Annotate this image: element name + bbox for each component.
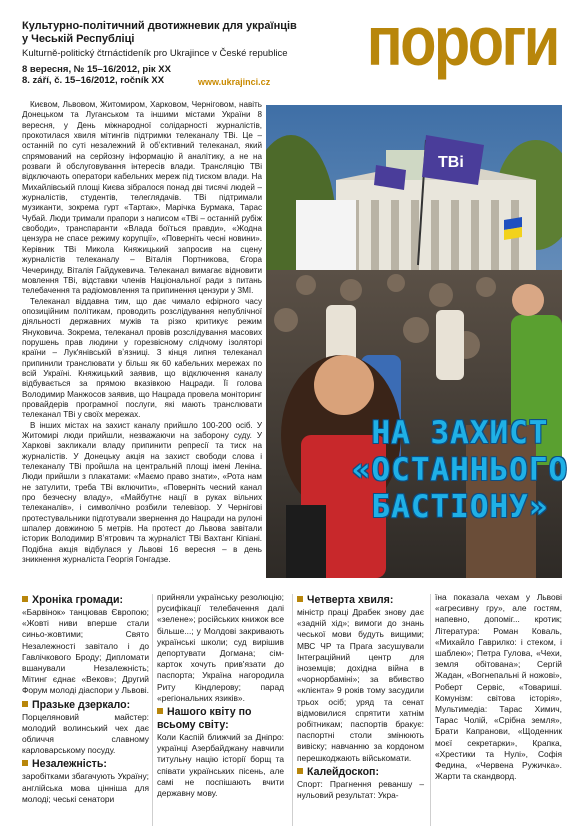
article-paragraph-2: Телеканал віддавна тим, що дає чимало ефірного часу опозиційним політикам, проводить розслідування непублічної діяльності державних мужів та різко критикує режим Януковича. Зокрема, телеканал провів розслідування масових порушень прав людини у горезвісному слідчому ізоляторі країни – Лук'янівській вʼязниці. З кінця липня телеканал припинили транслювати у більш як 60 кабельних мережах по всій Україні. Княжицький заявив, що відключення каналу відбувається за прямою вказівкою Нацради. Її голова Володимир Манжосов заявив, що Нацрада провела моніторинг провайдерів програмної послуги, які мають транслювати телеканал ТВі у своїх мережах. [22,296,262,420]
article-paragraph-3: В інших містах на захист каналу прийшло 100-200 осіб. У Житомирі люди прийшли, незважаючи на заборону суду. У Харкові закликали владу припинити репресії та тиск на журналістів. У Донецьку акція на захист свободи слова і телеканалу ТВі пройшла на центральній площі імені Леніна. Люди прийшли з плакатами: «Маємо право знати», «Рота нам не затулити, треба ТВі включити», «Поверніть чесний канал про безчесну владу», «Майбутнє нації в руках вільних телеканалів», і символічно розбили телевізор. У Чернігові протестувальники підготували звернення до Нацради на рулоні шпалер довжиною 5 метрів. На протест до Львова завітали історик Володимир Вʼятрович та журналіст ТВі Вахтанг Кіпіані. Подібна акція відбулася у Львові 16 вересня – в день зникнення журналіста Георгія Гонгадзе. [22,420,262,565]
section-text: їна показала чехам у Львові «агресивну гру», але гостям, напевно, допоміг... кротик; Література: Роман Коваль, «Михайло Гаврилко: і стеком, і шаблею»; Петра Гулова, «Чехи, земля обітована»; Сергій Жадан, «Вогнепальні й ножові», Роберт Сервіс, «Товариші. Комунізм: світова історія», Мультимедіа: Тарас Химич, Тарас Чолій, «Срібна земля», Брати Капранови, «Щоденник моєї секретарки», Крапка, «Хрестики та Нулі», Софія Федина, «Червена Ружичка». Жарти та скандворд. [435,592,562,782]
contents-section [22,592,562,832]
section-text: Спорт: Прагнення реваншу – нульовий результат: Укра- [297,778,424,801]
section-text: прийняли українську резолюцію; русифікації телебачення далі «зелене»; російських книжок все більше...; у Молдові закривають українські школи; суд вирішив депортувати Догмана; сім-карток хочуть прив'язати до паспорта; Україна нагородила Риту Кіндлерову; парад «регіональних язиків». [157,592,284,703]
subtitle-cz: Kulturně-politický čtrnáctideník pro Ukrajince v České republice [22,48,288,59]
section-text: «Барвінок» танцював Європою; «Жовті ниви вперше стали синьо-жовтими; Свято Незалежності завітало і до Гавлічкового Броду; Дипломати вшанували Незалежність; Мітинг єднає «Веков»; Другий Форум молоді діаспори у Львові. [22,607,149,696]
column-divider [292,594,293,826]
article-headline [350,415,570,526]
section-heading: Незалежність: [22,758,149,771]
subtitle-ua: Культурно-політичний двотижневик для українців у Чеській Республіці [22,20,297,45]
section-text: заробітками збагачують Україну; англійська мова цінніша для молоді; чеські сенатори [22,771,149,804]
section-heading: Нашого квіту по всьому світу: [157,706,284,732]
section-text: міністр праці Драбек знову дає «задній хід»; вимоги до знань чеської мови будуть вищими; МВС ЧР та Прага засушували Інтеграційний центр для іноземців; дохідна війна в «чорнорбаміні»; за вбивство «клієнта» 9 років тому засудили трьох осіб; уряд та сенат відмовилися спрятити хатнім робітникам; паспортів бракує: паспортні столи змінюють вивіску; навчанню за кордоном перешкоджають військомати. [297,607,424,763]
section-text: Коли Каспій ближчий за Дніпро: українці Азербайджану навчили титульну націю історії борщ та співати українських пісень, але самі не поспішають вчити державну мову. [157,732,284,799]
website-link[interactable]: www.ukrajinci.cz [198,77,271,87]
masthead [0,0,574,100]
headline-line-2: «ОСТАННЬОГО [351,452,569,488]
headline-line-3: БАСТІОНУ» [371,489,549,525]
contents-column-3 [297,592,424,801]
contents-column-1 [22,592,149,805]
contents-column-2 [157,592,284,799]
contents-column-4 [435,592,562,782]
section-heading: Хроніка громади: [22,594,149,607]
section-heading: Празьке дзеркало: [22,699,149,712]
issue-date-cz: 8. září, č. 15–16/2012, ročník XX [22,75,165,86]
section-heading: Четверта хвиля: [297,594,424,607]
headline-line-1: НА ЗАХИСТ [371,415,549,451]
column-divider [430,594,431,826]
newspaper-logo: пороги [366,2,558,80]
article-paragraph-1: Києвом, Львовом, Житомиром, Харковом, Черніговом, навіть Донецьком та Луганськом та іншими містами України 8 вересня, у День міжнародної солідарності журналістів, прокотилася хвиля мітингів підтримки телеканалу ТВі. Це – останній по суті незалежний й обʼєктивний телеканал, який спрямований на серйозну інформацію й аналітику, а не на розваги й обслуговування інтересів влади. Трансляцію ТВі відключають оператори кабельних мереж під тиском влади. На Михайлівській площі Києва зібралося понад дві тисячі людей – журналістів, студентів, телеглядачів. ТВі підтримали музиканти, зокрема гурт «Тартак», Марічка Бурмака, Тарас Чубай. Люди тримали прапори з написом «ТВі – останній рубіж свободи», транспаранти «Влада боїться правди», «Жодна цензура не спасе режиму корупції», «Поверніть чесні новини». Керівник ТВі Микола Княжицький запросив на сцену журналістів телеканалу – Віталія Портникова, Єгора Чечеринду, Віталія Гайдукевича. Телеканал вимагає відновити мовлення ТВі, відставки членів Національної ради з питань телебачення та радіомовлення та припинення цензури у ЗМІ. [22,100,262,296]
issue-date-ua: 8 вересня, № 15–16/2012, рік XX [22,64,171,75]
section-text: Порцеляновий майстер: молодий волинський чех дає обличчя славному карловарському посуду. [22,711,149,756]
column-divider [152,594,153,826]
main-article [22,100,262,565]
flag-text: TBi [438,154,464,171]
section-heading: Калейдоскоп: [297,766,424,779]
